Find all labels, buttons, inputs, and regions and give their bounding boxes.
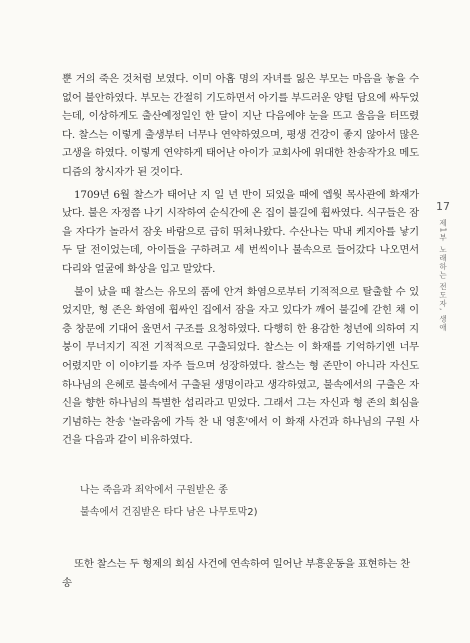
paragraph-1: 뿐 거의 죽은 것처럼 보였다. 이미 아홉 명의 자녀를 잃은 부모는 마음을 놓을 수 없어 불안하였다. 부모는 간절히 기도하면서 아기를 부드러운 양털 담요에 싸두었는데, 이상하게도 출산예정일인 한 달이 지난 다음에야 눈을 뜨고 울음을 터뜨렸다. 찰스는 이렇게 출생부터 너무나 연약하였으며, 평생 건강이 좋지 않아서 많은 고생을 하였다. 이렇게 연약하게 태어난 아이가 교회사에 위대한 찬송작가요 메도디즘의 창시자가 된 것이다.	[62, 73, 419, 178]
main-text	[62, 70, 419, 450]
page-sidebar	[433, 200, 453, 332]
paragraph-3: 불이 났을 때 찰스는 유모의 품에 안겨 화염으로부터 기적적으로 탈출할 수 있었지만, 형 존은 화염에 휩싸인 집에서 잠을 자고 있다가 깨어 불길에 갇힌 채 이층 창문에 기대어 울면서 구조를 요청하였다. 다행히 한 용감한 청년에 의하여 지붕이 무너지기 직전 기적적으로 구출되었다. 찰스는 이 화재를 기억하기엔 너무 어렸지만 이 이야기를 자주 들으며 성장하였다. 찰스는 형 존만이 아니라 자신도 하나님의 은혜로 불속에서 구출된 생명이라고 생각하였고, 불속에서의 구출은 자신을 향한 하나님의 특별한 섭리라고 믿었다. 그래서 그는 자신과 형 존의 회심을 기념하는 찬송 '놀라움에 가득 찬 내 영혼'에서 이 화재 사건과 하나님의 구원 사건을 다음과 같이 비유하였다.	[62, 285, 419, 447]
quote-line-2: 불속에서 건짐받은 타다 남은 나무토막2)	[80, 507, 258, 518]
page-number: 17	[436, 200, 450, 213]
paragraph-2: 1709년 6월 찰스가 태어난 지 일 년 반이 되었을 때에 엡웟 목사관에 화재가 났다. 불은 자정쯤 나기 시작하여 순식간에 온 집이 불길에 휩싸였다. 식구들은 잠을 자다가 놀라서 잠옷 바람으로 급히 뛰쳐나왔다. 수산나는 막내 케지아를 낳기 두 달 전이었는데, 아이들을 구하려고 세 번씩이나 불속으로 들어갔다 나오면서 다리와 얼굴에 화상을 입고 말았다.	[62, 188, 419, 275]
continuation-line: 또한 찰스는 두 형제의 회심 사건에 연속하여 일어난 부흥운동을 표현하는 찬송	[62, 558, 410, 589]
running-head: 제1부 노래하는 전도자, 생애	[438, 219, 448, 332]
hymn-quote	[80, 480, 400, 524]
quote-line-1: 나는 죽음과 죄악에서 구원받은 종	[80, 485, 228, 496]
